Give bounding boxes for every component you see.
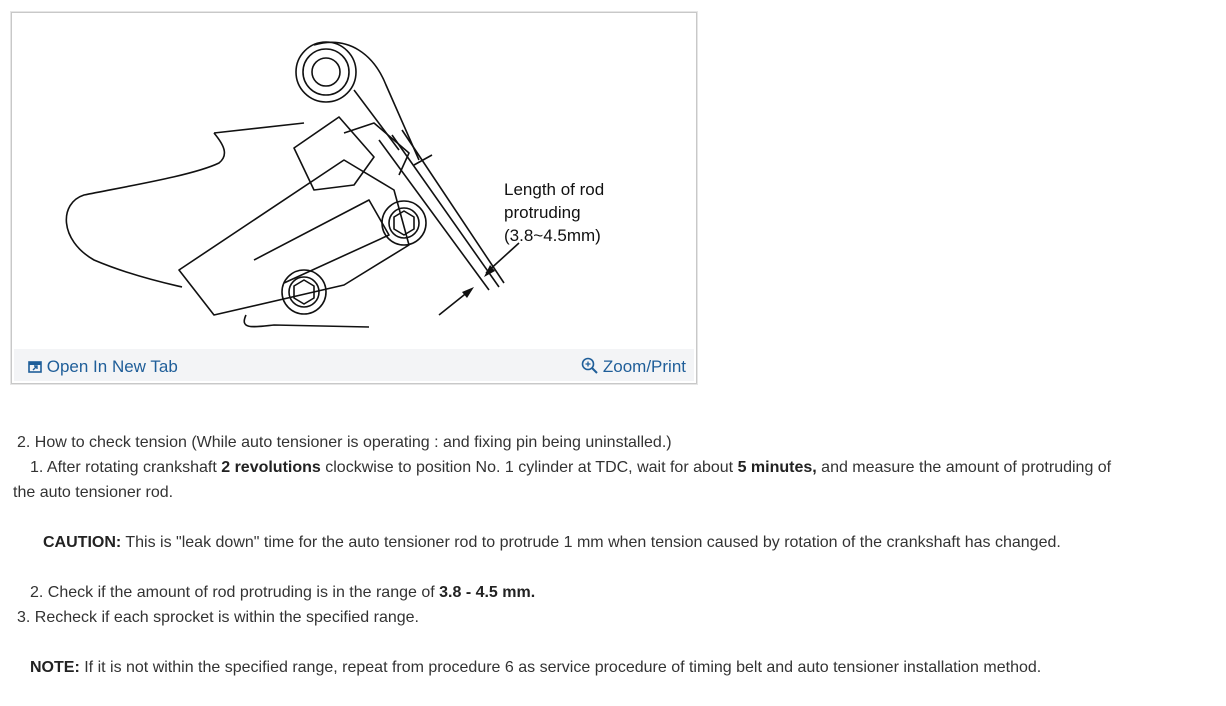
figure-container [11, 12, 697, 384]
callout-line-3: (3.8~4.5mm) [504, 226, 601, 245]
step-2-1-text-a: 1. After rotating crankshaft [30, 459, 222, 476]
note-paragraph [30, 655, 1041, 680]
step-2-1-text-c: clockwise to position No. 1 cylinder at TDC, wait for about [320, 459, 738, 476]
callout-line-2: protruding [504, 203, 581, 222]
callout-line-1: Length of rod [504, 180, 605, 199]
caution-label: CAUTION: [43, 534, 122, 551]
figure-toolbar [14, 349, 694, 381]
open-in-new-tab-link[interactable] [28, 357, 178, 377]
zoom-icon [581, 357, 598, 374]
step-2-1-line1 [30, 455, 1111, 480]
zoom-print-link[interactable] [581, 357, 686, 377]
step-2-title: 2. How to check tension (While auto tensioner is operating : and fixing pin being uninstalled.) [17, 434, 672, 451]
step-2-1-text-e: and measure the amount of protruding of [816, 459, 1112, 476]
revolutions-emphasis: 2 revolutions [221, 459, 321, 476]
step-2-2-text: 2. Check if the amount of rod protruding is in the range of [30, 584, 440, 601]
range-emphasis: 3.8 - 4.5 mm. [439, 584, 536, 601]
caution-text: This is "leak down" time for the auto tensioner rod to protrude 1 mm when tension caused by rotation of the crankshaft has changed. [121, 534, 1061, 551]
note-label: NOTE: [30, 659, 80, 676]
open-in-new-tab-label: Open In New Tab [46, 357, 178, 376]
step-2-2 [30, 580, 535, 605]
step-3: 3. Recheck if each sprocket is within the specified range. [17, 609, 419, 626]
step-2-1-line2: the auto tensioner rod. [13, 484, 174, 501]
zoom-print-label: Zoom/Print [602, 357, 686, 376]
open-new-tab-icon [28, 360, 42, 374]
caution-paragraph [43, 530, 1061, 555]
minutes-emphasis: 5 minutes, [737, 459, 817, 476]
tensioner-diagram [14, 15, 694, 349]
note-text: If it is not within the specified range, repeat from procedure 6 as service procedure of timing belt and auto tensioner installation method. [79, 659, 1042, 676]
